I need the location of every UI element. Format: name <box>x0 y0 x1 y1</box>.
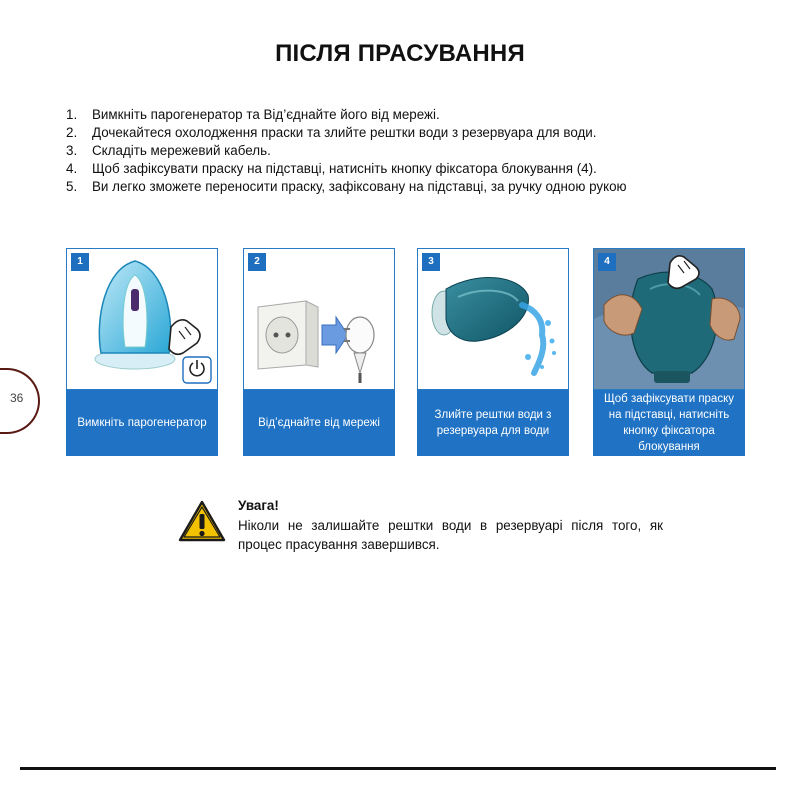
card-badge: 4 <box>598 253 616 271</box>
step-text: Ви легко зможете переносити праску, зафіксовану на підставці, за ручку одною рукою <box>92 179 627 194</box>
step-number: 4. <box>66 161 78 176</box>
warning-text: Ніколи не залишайте рештки води в резервуарі після того, як процес прасування завершився. <box>238 518 663 552</box>
card-caption: Щоб зафіксувати праску на підставці, натисніть кнопку фіксатора блокування <box>593 390 745 456</box>
list-item <box>66 124 786 142</box>
step-number: 5. <box>66 179 78 194</box>
card-image-frame <box>593 248 745 390</box>
step-number: 2. <box>66 125 78 140</box>
step-card-3 <box>417 248 569 456</box>
water-tank-pour-image <box>418 249 569 389</box>
page-number: 36 <box>10 391 24 405</box>
step-text: Дочекайтеся охолодження праски та злийте рештки води з резервуара для води. <box>92 125 597 140</box>
instruction-list <box>66 106 786 196</box>
step-card-2 <box>243 248 395 456</box>
card-image-frame <box>243 248 395 390</box>
step-number: 3. <box>66 143 78 158</box>
card-badge: 2 <box>248 253 266 271</box>
bottom-divider <box>20 767 776 770</box>
list-item <box>66 160 786 178</box>
page-title: ПІСЛЯ ПРАСУВАННЯ <box>275 40 525 67</box>
card-badge: 3 <box>422 253 440 271</box>
card-image-frame <box>417 248 569 390</box>
list-item <box>66 106 786 124</box>
card-badge: 1 <box>71 253 89 271</box>
step-card-1 <box>66 248 218 456</box>
step-text: Складіть мережевий кабель. <box>92 143 271 158</box>
step-number: 1. <box>66 107 78 122</box>
socket-plug-image <box>244 249 395 389</box>
card-caption: Від’єднайте від мережі <box>243 390 395 456</box>
step-card-4 <box>593 248 745 456</box>
card-caption: Злийте рештки води з резервуара для води <box>417 390 569 456</box>
list-item <box>66 178 786 196</box>
step-text: Щоб зафіксувати праску на підставці, натисніть кнопку фіксатора блокування (4). <box>92 161 597 176</box>
iron-power-off-image <box>67 249 218 389</box>
card-caption: Вимкніть парогенератор <box>66 390 218 456</box>
warning-title: Увага! <box>238 498 279 513</box>
card-image-frame <box>66 248 218 390</box>
warning-triangle-icon <box>178 500 226 542</box>
list-item <box>66 142 786 160</box>
step-text: Вимкніть парогенератор та Від’єднайте його від мережі. <box>92 107 440 122</box>
lock-button-press-image <box>594 249 745 389</box>
